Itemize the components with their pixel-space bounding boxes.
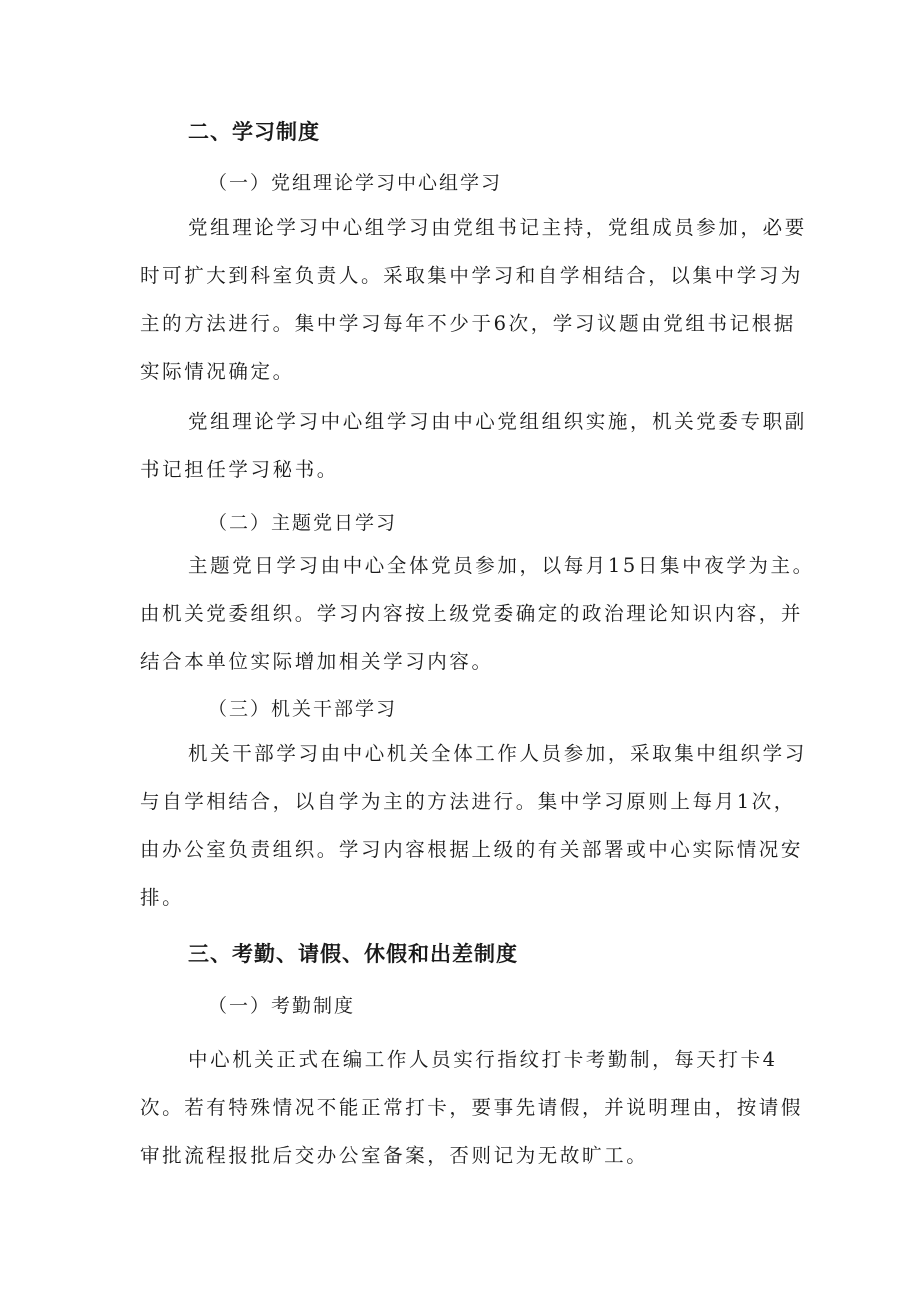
text-line: 排。 bbox=[140, 886, 185, 909]
section-heading-attendance: 三、考勤、请假、休假和出差制度 bbox=[188, 942, 518, 966]
paragraph-attendance-system bbox=[140, 1036, 804, 1180]
text-line: 结合本单位实际增加相关学习内容。 bbox=[140, 650, 494, 673]
text-line: 主题党日学习由中心全体党员参加，以每月15日集中夜学为主。 bbox=[188, 554, 815, 577]
subheading-theme-party-day: （二）主题党日学习 bbox=[208, 512, 398, 534]
paragraph-party-group-study-1 bbox=[140, 204, 807, 396]
text-line: 与自学相结合，以自学为主的方法进行。集中学习原则上每月1次， bbox=[140, 790, 796, 813]
text-line: 由办公室负责组织。学习内容根据上级的有关部署或中心实际情况安 bbox=[140, 838, 804, 861]
text-line: 主的方法进行。集中学习每年不少于6次，学习议题由党组书记根据 bbox=[140, 312, 796, 335]
paragraph-party-group-study-2 bbox=[140, 398, 807, 494]
text-line: 机关干部学习由中心机关全体工作人员参加，采取集中组织学习 bbox=[188, 742, 807, 765]
text-line: 党组理论学习中心组学习由中心党组组织实施，机关党委专职副 bbox=[188, 410, 807, 433]
paragraph-cadre-study bbox=[140, 730, 807, 922]
text-line: 次。若有特殊情况不能正常打卡，要事先请假，并说明理由，按请假 bbox=[140, 1096, 804, 1119]
text-line: 书记担任学习秘书。 bbox=[140, 458, 339, 481]
subheading-attendance-system: （一）考勤制度 bbox=[208, 995, 356, 1017]
section-heading-study-system: 二、学习制度 bbox=[188, 120, 320, 144]
subheading-party-group-study: （一）党组理论学习中心组学习 bbox=[208, 172, 503, 194]
paragraph-theme-party-day bbox=[140, 542, 815, 686]
subheading-cadre-study: （三）机关干部学习 bbox=[208, 698, 398, 720]
text-line: 中心机关正式在编工作人员实行指纹打卡考勤制，每天打卡4 bbox=[188, 1048, 778, 1071]
text-line: 时可扩大到科室负责人。采取集中学习和自学相结合，以集中学习为 bbox=[140, 264, 804, 287]
text-line: 审批流程报批后交办公室备案，否则记为无故旷工。 bbox=[140, 1144, 649, 1167]
text-line: 实际情况确定。 bbox=[140, 360, 295, 383]
text-line: 党组理论学习中心组学习由党组书记主持，党组成员参加，必要 bbox=[188, 216, 807, 239]
text-line: 由机关党委组织。学习内容按上级党委确定的政治理论知识内容，并 bbox=[140, 602, 804, 625]
